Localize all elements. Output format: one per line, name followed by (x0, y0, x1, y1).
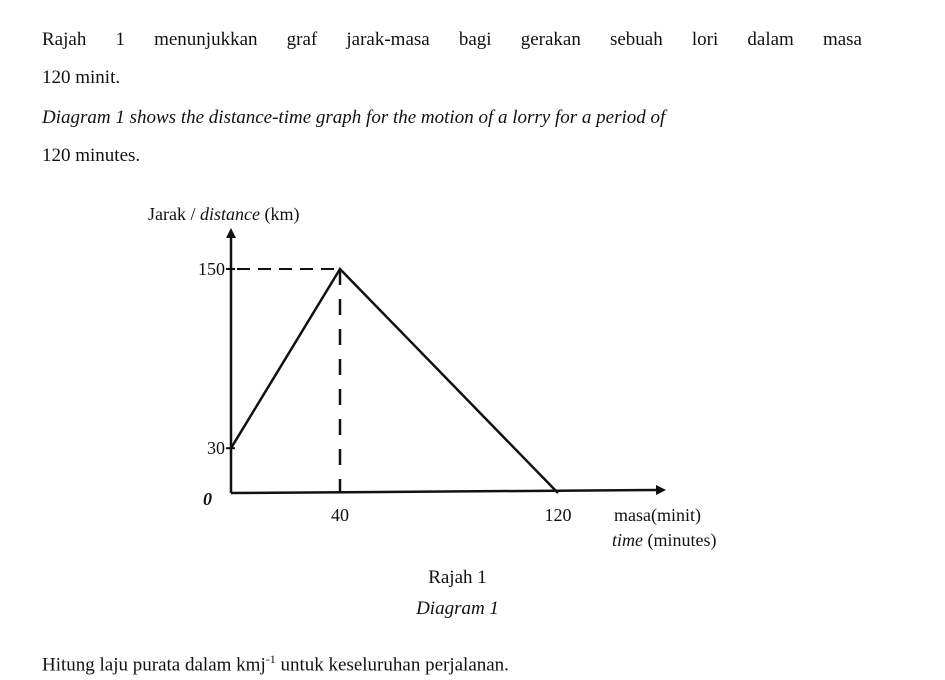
x-axis (231, 490, 661, 493)
series-line (231, 269, 558, 493)
question-text (42, 652, 509, 676)
question-text-end: untuk keseluruhan perjalanan. (275, 654, 509, 676)
y-tick-label: 30 (207, 438, 225, 459)
intro-malay-line-1: Rajah 1 menunjukkan graf jarak-masa bagi gerakan sebuah lori dalam masa (42, 29, 862, 50)
x-axis-label-malay: masa(minit) (614, 505, 701, 525)
guide-lines (237, 269, 340, 493)
origin-label: 0 (203, 489, 212, 509)
x-tick-label: 120 (544, 505, 572, 525)
x-axis-label-english: time (minutes) (612, 530, 717, 550)
intro-malay-line-2: 120 minit. (42, 67, 121, 88)
y-ticks (198, 259, 235, 458)
intro-english-line-2: 120 minutes. (42, 145, 141, 166)
question-text-main: Hitung laju purata dalam kmj (42, 654, 266, 676)
intro-english-line-1: Diagram 1 shows the distance-time graph for the motion of a lorry for a period of (42, 107, 666, 128)
x-ticks (331, 505, 572, 525)
x-tick-label: 40 (331, 505, 349, 525)
question-unit-exponent: -1 (265, 652, 276, 666)
y-axis-label: Jarak / distance (km) (148, 204, 300, 224)
caption-malay: Rajah 1 (428, 567, 487, 588)
y-tick-label: 150 (198, 259, 225, 279)
caption-english: Diagram 1 (416, 598, 499, 619)
